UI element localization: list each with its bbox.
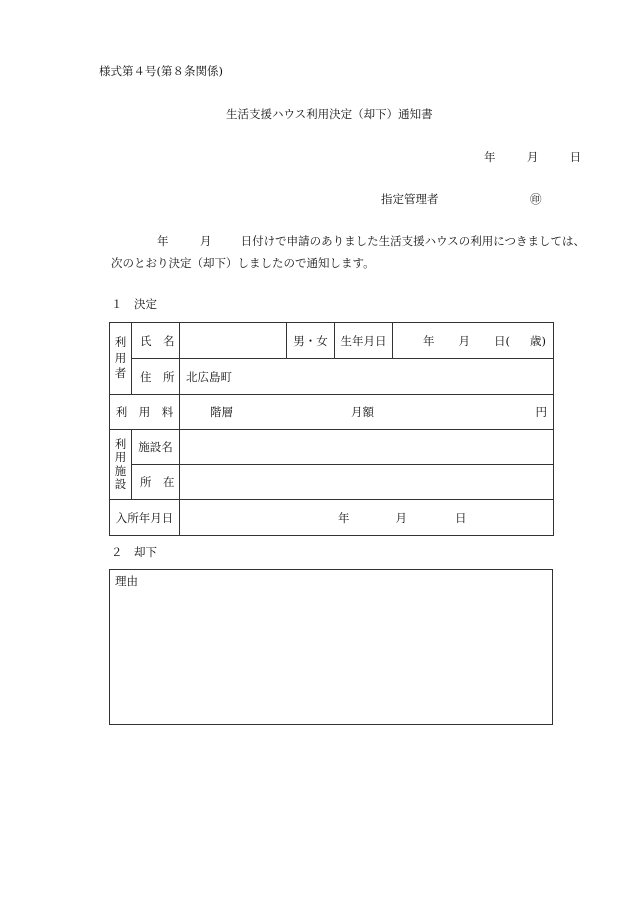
fee-label: 利 用 料 <box>110 395 180 430</box>
reason-box[interactable] <box>109 569 553 725</box>
manager-label: 指定管理者 <box>381 192 439 206</box>
table-row <box>110 323 554 359</box>
facility-name-value[interactable] <box>180 430 554 465</box>
address-label: 住 所 <box>132 359 180 395</box>
seal-mark: ㊞ <box>530 192 542 206</box>
section-rejection-heading: ２ 却下 <box>111 545 157 559</box>
facility-location-value[interactable] <box>180 465 554 500</box>
move-in-label: 入所年月日 <box>110 500 180 536</box>
user-group-label: 利 用 者 <box>110 323 132 395</box>
body-text: 日付けで申請のありました生活支援ハウスの利用につきましては、 <box>240 234 586 248</box>
table-row <box>110 395 554 430</box>
address-value[interactable]: 北広島町 <box>180 359 554 395</box>
dob-label: 生年月日 <box>335 323 393 359</box>
gender-choice[interactable]: 男・女 <box>287 323 335 359</box>
table-row <box>110 430 554 465</box>
facility-location-label: 所 在 <box>132 465 180 500</box>
dob-value[interactable]: 年 月 日( 歳) <box>393 323 554 359</box>
body-line-1 <box>157 236 585 248</box>
table-row <box>110 500 554 536</box>
move-in-value[interactable]: 年 月 日 <box>180 500 554 536</box>
issue-day: 日 <box>569 150 582 164</box>
issue-year: 年 <box>484 150 496 164</box>
issue-date <box>484 152 581 164</box>
name-value[interactable] <box>180 323 287 359</box>
form-number: 様式第４号(第８条関係) <box>99 64 223 78</box>
facility-name-label: 施設名 <box>132 430 180 465</box>
issue-month: 月 <box>526 150 539 164</box>
document-title: 生活支援ハウス利用決定（却下）通知書 <box>226 107 433 121</box>
facility-group-label: 利 用 施 設 <box>110 430 132 500</box>
table-row <box>110 359 554 395</box>
name-label: 氏 名 <box>132 323 180 359</box>
section-decision-heading: １ 決定 <box>111 297 157 311</box>
body-year: 年 <box>157 234 169 248</box>
decision-table <box>109 322 554 536</box>
body-line-2: 次のとおり決定（却下）しましたので通知します。 <box>111 256 375 270</box>
reason-label: 理由 <box>115 574 138 588</box>
table-row <box>110 465 554 500</box>
fee-value[interactable]: 階層 月額 円 <box>180 395 554 430</box>
body-month: 月 <box>199 234 212 248</box>
